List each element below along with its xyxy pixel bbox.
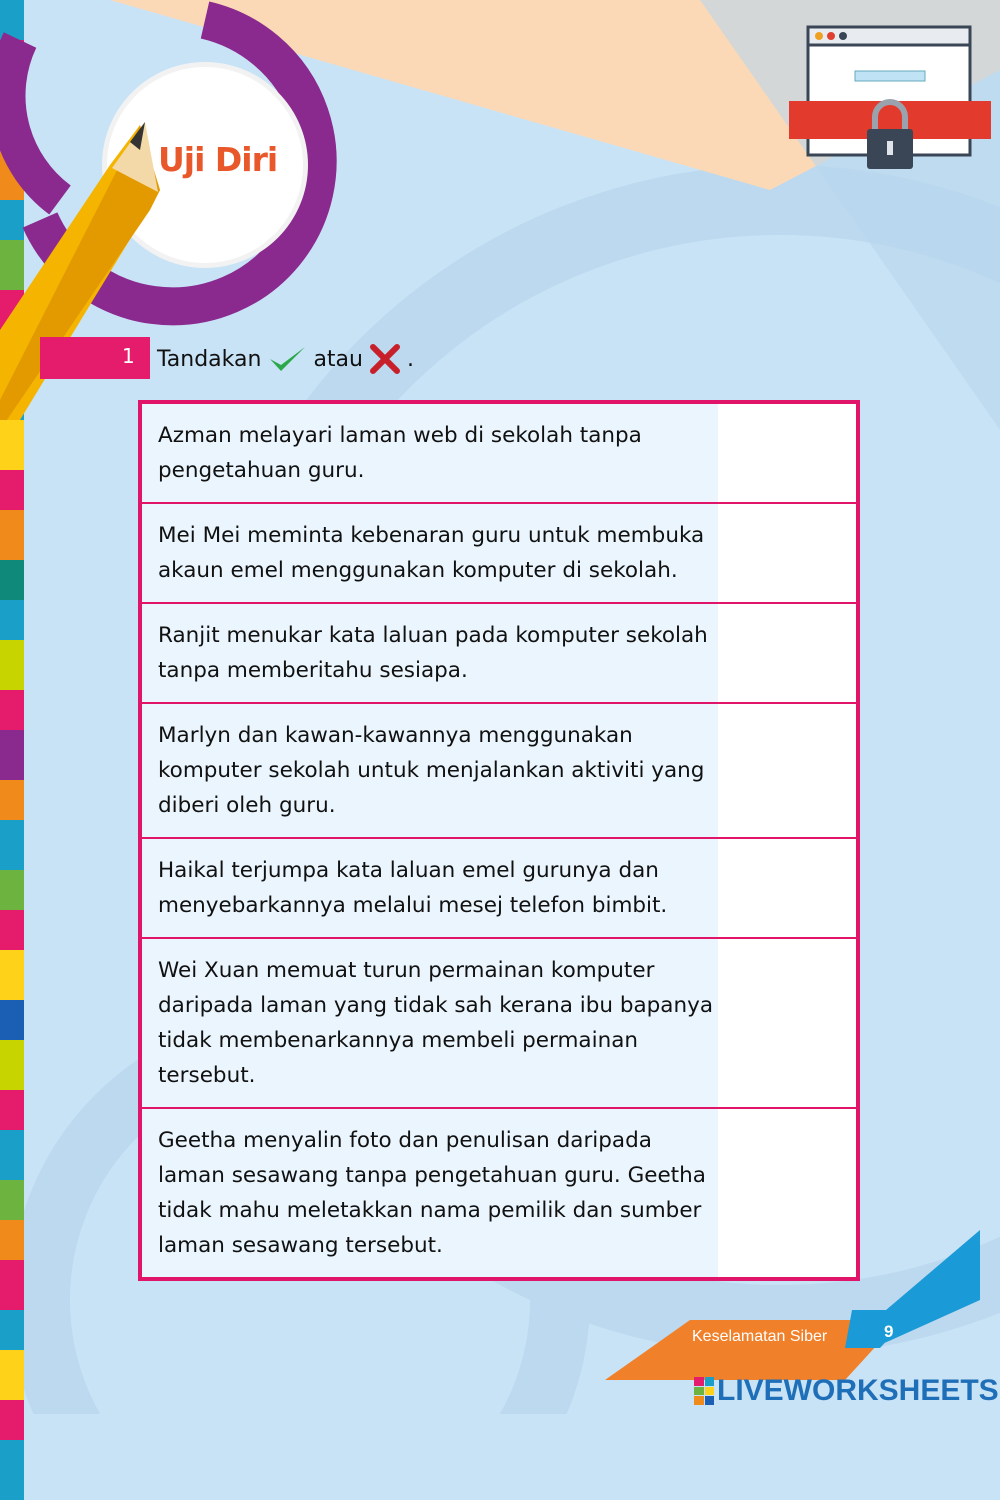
table-row [142, 1109, 856, 1277]
table-row [142, 504, 856, 604]
page-title: Uji Diri [158, 140, 278, 179]
table-row [142, 839, 856, 939]
answer-box[interactable] [718, 704, 856, 837]
statement-text: Ranjit menukar kata laluan pada komputer sekolah tanpa memberitahu sesiapa. [142, 604, 718, 702]
table-row [142, 604, 856, 704]
instruction-text: Tandakan [157, 346, 262, 372]
instruction [157, 343, 414, 375]
liveworksheets-logo-icon [694, 1377, 714, 1405]
statement-text: Azman melayari laman web di sekolah tanpa pengetahuan guru. [142, 404, 718, 502]
answer-box[interactable] [718, 839, 856, 937]
statement-text: Haikal terjumpa kata laluan emel gurunya dan menyebarkannya melalui mesej telefon bimbit. [142, 839, 718, 937]
instruction-period: . [407, 346, 414, 372]
answer-box[interactable] [718, 939, 856, 1107]
question-number: 1 [122, 344, 135, 368]
answer-box[interactable] [718, 1109, 856, 1277]
instruction-text-or: atau [313, 346, 363, 372]
page-number: 9 [884, 1322, 894, 1341]
watermark-text: LIVEWORKSHEETS [717, 1374, 999, 1407]
footer-section-label: Keselamatan Siber [692, 1328, 828, 1345]
statements-table [138, 400, 860, 1281]
browser-lock-icon [785, 25, 995, 195]
table-row [142, 404, 856, 504]
statement-text: Wei Xuan memuat turun permainan komputer daripada laman yang tidak sah kerana ibu bapanya tidak membenarkannya membeli permainan tersebut. [142, 939, 718, 1107]
table-row [142, 939, 856, 1109]
liveworksheets-watermark [694, 1374, 999, 1408]
table-row [142, 704, 856, 839]
answer-box[interactable] [718, 604, 856, 702]
cross-mark-icon [369, 343, 401, 375]
answer-box[interactable] [718, 504, 856, 602]
statement-text: Geetha menyalin foto dan penulisan daripada laman sesawang tanpa pengetahuan guru. Geetha tidak mahu meletakkan nama pemilik dan sumber laman sesawang tersebut. [142, 1109, 718, 1277]
answer-box[interactable] [718, 404, 856, 502]
statement-text: Mei Mei meminta kebenaran guru untuk membuka akaun emel menggunakan komputer di sekolah. [142, 504, 718, 602]
check-mark-icon [267, 343, 307, 375]
statement-text: Marlyn dan kawan-kawannya menggunakan komputer sekolah untuk menjalankan aktiviti yang diberi oleh guru. [142, 704, 718, 837]
